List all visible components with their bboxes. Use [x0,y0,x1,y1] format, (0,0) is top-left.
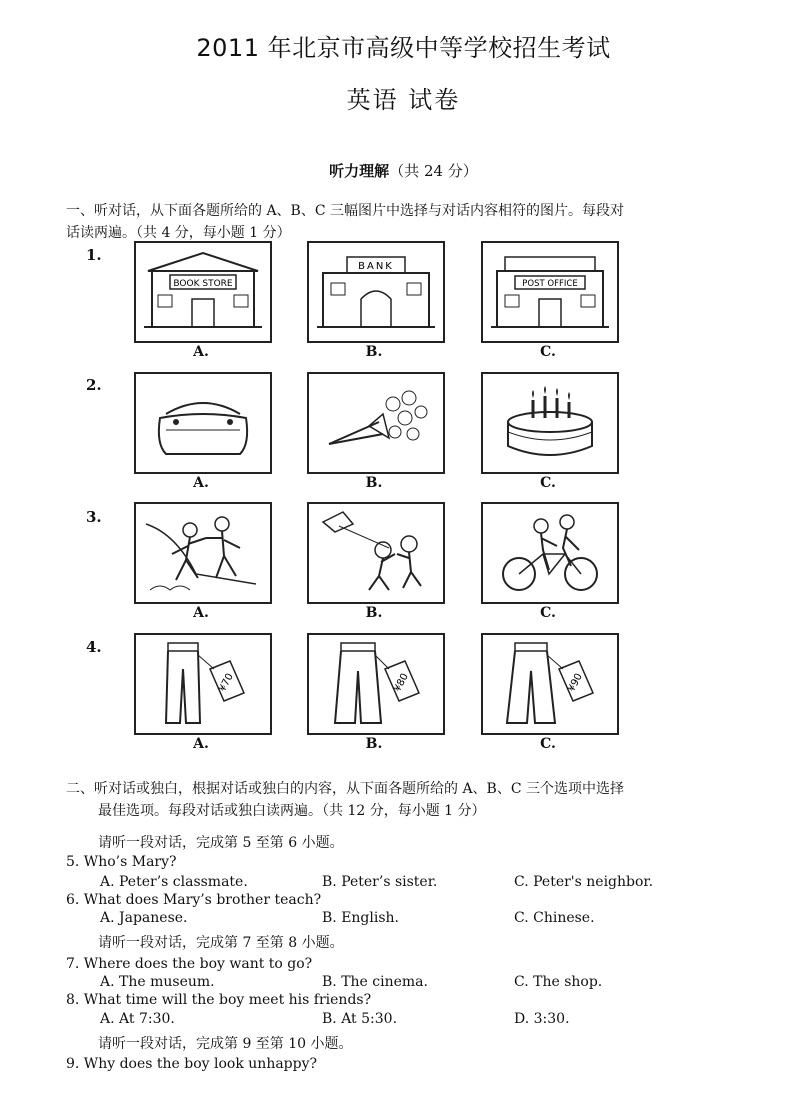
price-tag-c: ¥90 [566,671,585,694]
bank-icon [309,243,443,341]
q6-option-a: A. Japanese. [100,910,188,926]
bank-sign: BANK [358,261,394,272]
trousers-icon [483,635,617,733]
q7-option-b: B. The cinema. [322,974,428,990]
riding-bike-icon [483,504,617,602]
post-office-sign: POST OFFICE [522,279,578,289]
q3-label-b: B. [365,605,383,621]
q1-option-b-image [307,241,445,343]
part2-instruction-line2: 最佳选项。每段对话或独白读两遍。（共 12 分，每小题 1 分） [98,803,486,819]
q8-option-a: A. At 7:30. [100,1011,175,1027]
question-7: 7. Where does the boy want to go? [66,956,313,972]
flowers-icon [309,374,443,472]
q6-option-c: C. Chinese. [514,910,595,926]
section-points: （共 24 分） [389,162,478,180]
q3-option-a-image [134,502,272,604]
price-tag-a: ¥70 [217,671,236,694]
part2-instruction-line1: 二、听对话或独白，根据对话或独白的内容，从下面各题所给的 A、B、C 三个选项中选择 [66,781,625,797]
q3-label-a: A. [193,605,209,621]
section-title [0,160,807,181]
price-tag-b: ¥80 [392,671,411,694]
trousers-icon [309,635,443,733]
book-store-icon [136,243,270,341]
question-6: 6. What does Mary’s brother teach? [66,892,322,908]
q7-option-c: C. The shop. [514,974,603,990]
q8-option-b: B. At 5:30. [322,1011,398,1027]
q4-option-c-image [481,633,619,735]
prompt-9-10: 请听一段对话，完成第 9 至第 10 小题。 [98,1036,353,1052]
q2-label-c: C. [540,475,556,491]
q1-label-c: C. [540,344,556,360]
q3-option-b-image [307,502,445,604]
q5-option-b: B. Peter’s sister. [322,874,438,890]
q2-option-a-image [134,372,272,474]
q2-label-a: A. [193,475,209,491]
trousers-icon [136,635,270,733]
exam-subtitle: 英语 试卷 [346,86,461,114]
part1-instruction [66,200,766,244]
q8-option-c: D. 3:30. [514,1011,570,1027]
q3-option-c-image [481,502,619,604]
exam-title: 2011 年北京市高级中等学校招生考试 [196,34,611,62]
q5-option-c: C. Peter's neighbor. [514,874,654,890]
q5-option-a: A. Peter’s classmate. [100,874,248,890]
part1-instruction-line1: 一、听对话，从下面各题所给的 A、B、C 三幅图片中选择与对话内容相符的图片。每段对 [66,203,625,219]
q1-label-a: A. [193,344,209,360]
part2-instruction [66,778,786,822]
part1-instruction-line2: 话读两遍。（共 4 分，每小题 1 分） [66,225,291,241]
post-office-icon [483,243,617,341]
q6-option-b: B. English. [322,910,399,926]
q1-label-b: B. [365,344,383,360]
q4-label-a: A. [193,736,209,752]
prompt-5-6: 请听一段对话，完成第 5 至第 6 小题。 [98,835,344,851]
question-3-number: 3. [86,508,102,526]
q4-option-a-image [134,633,272,735]
flying-kite-icon [309,504,443,602]
q1-option-a-image [134,241,272,343]
question-8: 8. What time will the boy meet his friends? [66,992,372,1008]
question-1-number: 1. [86,246,102,264]
q4-option-b-image [307,633,445,735]
section-title-text: 听力理解 [329,162,390,180]
q7-option-a: A. The museum. [100,974,215,990]
q4-label-c: C. [540,736,556,752]
question-4-number: 4. [86,638,102,656]
bag-icon [136,374,270,472]
q2-option-b-image [307,372,445,474]
question-2-number: 2. [86,376,102,394]
q3-label-c: C. [540,605,556,621]
question-5: 5. Who’s Mary? [66,854,177,870]
book-store-sign: BOOK STORE [173,279,233,289]
q2-label-b: B. [365,475,383,491]
birthday-cake-icon [483,374,617,472]
q1-option-c-image [481,241,619,343]
q2-option-c-image [481,372,619,474]
prompt-7-8: 请听一段对话，完成第 7 至第 8 小题。 [98,935,344,951]
question-9: 9. Why does the boy look unhappy? [66,1056,318,1072]
climbing-icon [136,504,270,602]
q4-label-b: B. [365,736,383,752]
